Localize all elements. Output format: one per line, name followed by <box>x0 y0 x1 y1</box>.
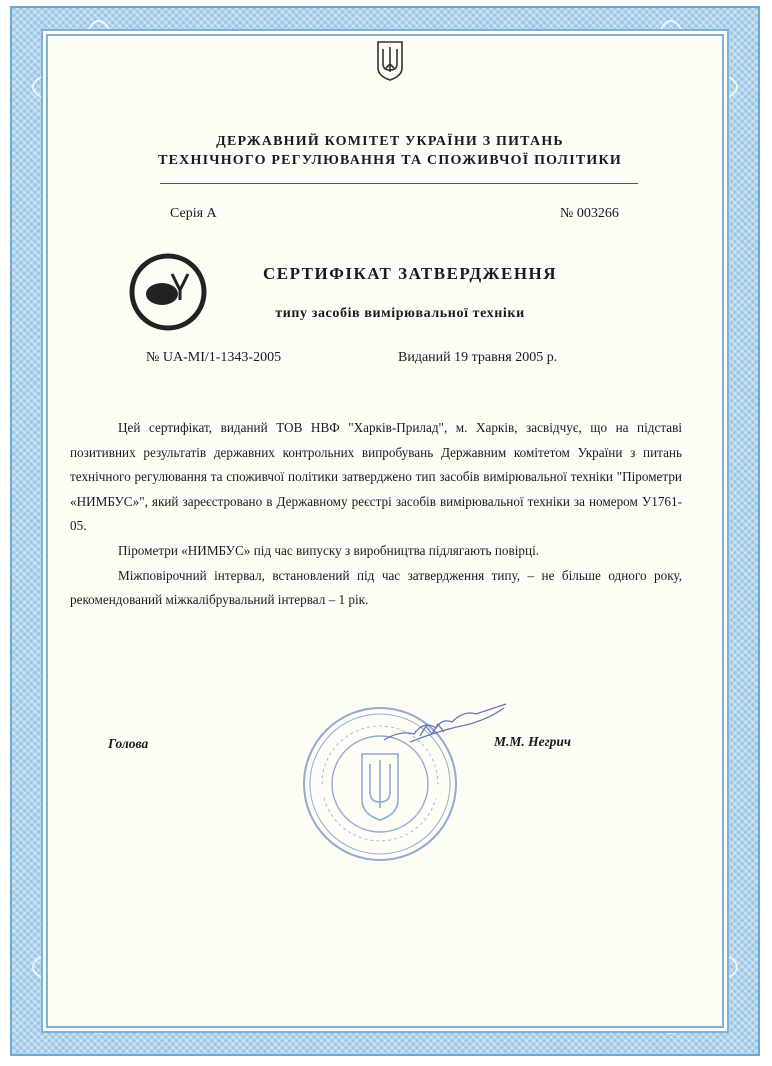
body-paragraph-2: Пірометри «НИМБУС» під час випуску з виробництва підлягають повірці. <box>118 542 540 558</box>
issuer-name-line2: ТЕХНІЧНОГО РЕГУЛЮВАННЯ ТА СПОЖИВЧОЇ ПОЛІТИКИ <box>158 153 622 168</box>
body-paragraph-1: Цей сертифікат, виданий ТОВ НВФ "Харків-Прилад", м. Харків, засвідчує, що на підставі позитивних результатів державних контрольних випробувань Державним комітетом України з питань технічного регулювання та споживчої політики затверджено тип засобів вимірювальної техніки "Пірометри «НИМБУС»", який зареєстровано в Державному реєстрі засобів вимірювальної техніки за номером У1761-05. <box>70 420 682 534</box>
body-paragraph-3: Міжповірочний інтервал, встановлений під час затвердження типу, – не більше одного року, рекомендований міжкалібрувальний інтервал – 1 рік. <box>70 567 682 608</box>
chairman-label: Голова <box>108 736 149 751</box>
header-divider <box>160 183 638 184</box>
issuer-name-line1: ДЕРЖАВНИЙ КОМІТЕТ УКРАЇНИ З ПИТАНЬ <box>216 134 564 149</box>
series-label: Серія А <box>170 206 217 221</box>
issue-date: Виданий 19 травня 2005 р. <box>398 350 558 365</box>
handwritten-signature <box>380 700 510 750</box>
signer-name: М.М. Негрич <box>494 734 571 749</box>
certificate-number: № UA-MI/1-1343-2005 <box>146 350 282 365</box>
blank-number: № 003266 <box>560 206 619 221</box>
trident-emblem-icon <box>375 38 405 82</box>
certificate-subtitle: типу засобів вимірювальної техніки <box>275 306 525 321</box>
approval-mark-icon <box>128 252 208 332</box>
certificate-title: СЕРТИФІКАТ ЗАТВЕРДЖЕННЯ <box>262 264 558 283</box>
certificate-body <box>70 416 682 613</box>
